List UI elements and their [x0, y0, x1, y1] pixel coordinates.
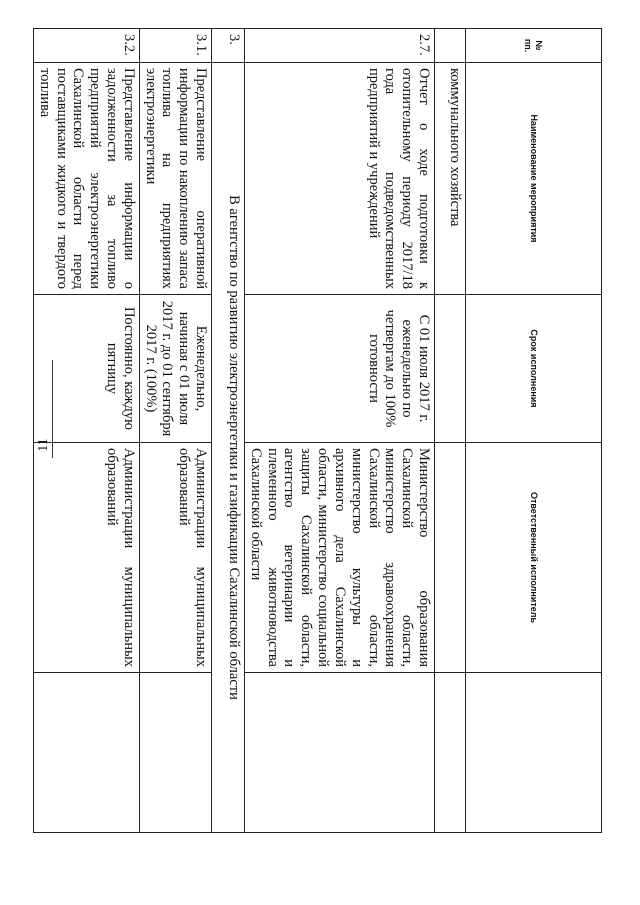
- cell-empty: [139, 673, 211, 833]
- cell-responsible: Администрации муниципальных образований: [33, 443, 139, 673]
- table-header-row: [466, 29, 602, 833]
- table-row: [245, 29, 435, 833]
- cell-term: С 01 июля 2017 г. еженедельно по четвергам до 100% готовности: [245, 295, 435, 443]
- table-row: [33, 29, 139, 833]
- cell-responsible: Министерство образования Сахалинской области, министерство здравоохранения Сахалинской области, министерство культуры и архивного дела Сахалинской области, министерство социальной защиты Сахалинской области, агентство ветеринарии и племенного животноводства Сахалинской области: [245, 443, 435, 673]
- cell-empty: [435, 673, 466, 833]
- section-row: [212, 29, 245, 833]
- header-term: Срок исполнения: [466, 295, 602, 443]
- cell-num: 3.1.: [139, 29, 211, 63]
- cell-name: Представление оперативной информации по накоплению запаса топлива на предприятиях электроэнергетики: [139, 63, 211, 295]
- table-row: [139, 29, 211, 833]
- cell-num: 2.7.: [245, 29, 435, 63]
- header-name: Наименование мероприятия: [466, 63, 602, 295]
- cell-name: Представление информации о задолженности за топливо предприятий электроэнергетики Сахалинской области перед поставщиками жидкого и твердого топлива: [33, 63, 139, 295]
- page-number: 11: [36, 438, 51, 452]
- header-num: № пп.: [466, 29, 602, 63]
- action-plan-table: [33, 28, 602, 833]
- cell-name: Отчет о ходе подготовки к отопительному периоду 2017/18 года подведомственных предприятий и учреждений: [245, 63, 435, 295]
- cell-term: [435, 295, 466, 443]
- cell-num: 3.: [212, 29, 245, 63]
- cell-term: Еженедельно, начиная с 01 июля 2017 г. до 01 сентября 2017 г. (100%): [139, 295, 211, 443]
- cell-num: 3.2.: [33, 29, 139, 63]
- section-title: В агентство по развитию электроэнергетики и газификации Сахалинской области: [212, 63, 245, 833]
- cell-empty: [245, 673, 435, 833]
- cell-responsible: Администрации муниципальных образований: [139, 443, 211, 673]
- header-responsible: Ответственный исполнитель: [466, 443, 602, 673]
- cell-name: коммунального хозяйства: [435, 63, 466, 295]
- cell-num: [435, 29, 466, 63]
- cell-term: Постоянно, каждую пятницу: [33, 295, 139, 443]
- cell-responsible: [435, 443, 466, 673]
- header-empty: [466, 673, 602, 833]
- cell-empty: [33, 673, 139, 833]
- table-row-continuation: [435, 29, 466, 833]
